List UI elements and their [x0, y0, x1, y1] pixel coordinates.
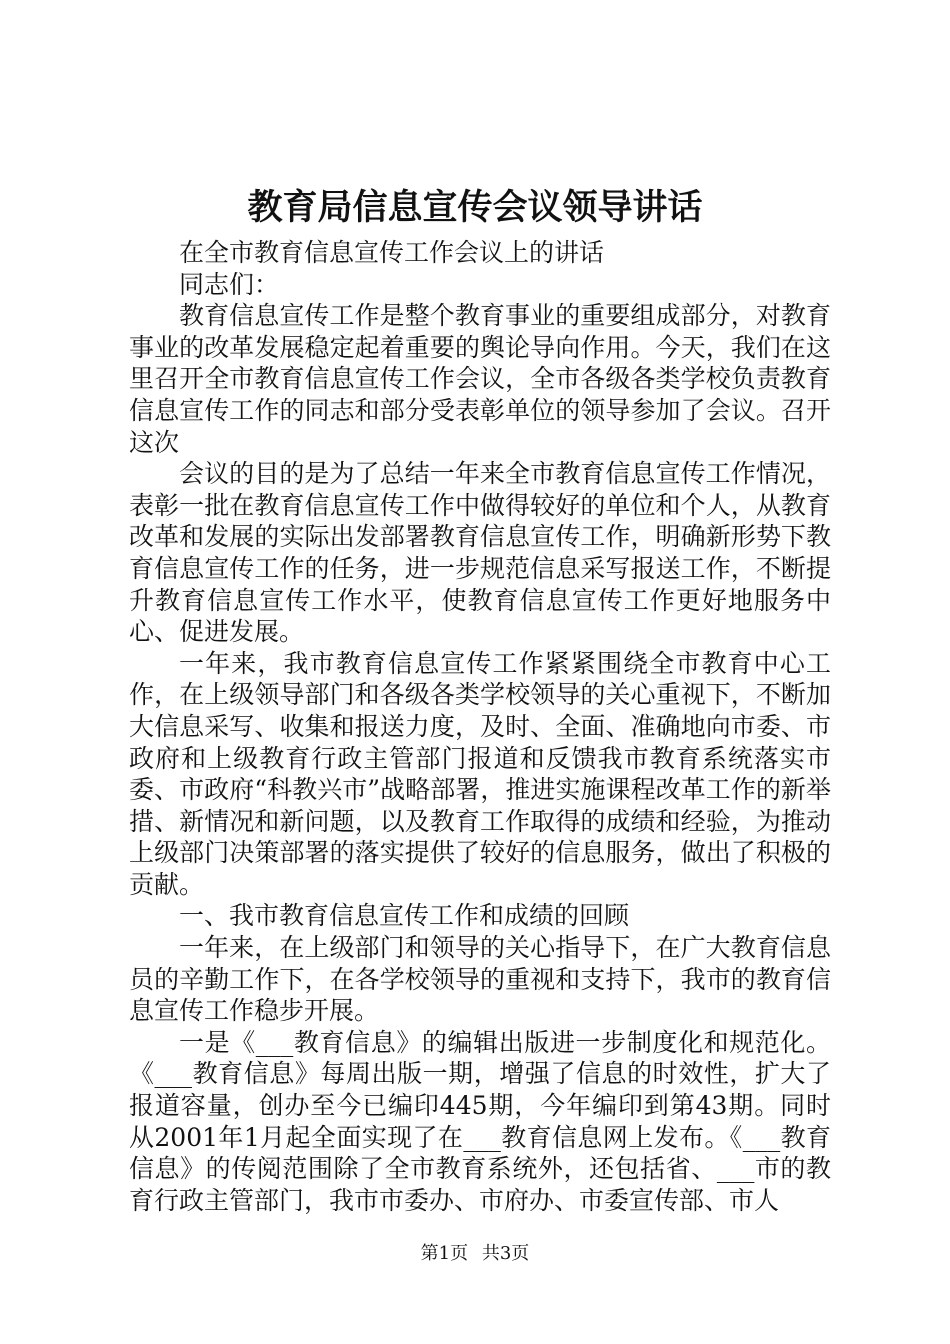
document-body: [129, 237, 831, 1216]
paragraph-purpose: 会议的目的是为了总结一年来全市教育信息宣传工作情况，表彰一批在教育信息宣传工作中做得较好的单位和个人，从教育改革和发展的实际出发部署教育信息宣传工作，明确新形势下教育信息宣传工作的任务，进一步规范信息采写报送工作，不断提升教育信息宣传工作水平，使教育信息宣传工作更好地服务中心、促进发展。: [129, 459, 831, 647]
paragraph-progress: 一年来，在上级部门和领导的关心指导下，在广大教育信息员的辛勤工作下，在各学校领导的重视和支持下，我市的教育信息宣传工作稳步开展。: [129, 933, 831, 1026]
section-heading-1: 一、我市教育信息宣传工作和成绩的回顾: [179, 901, 630, 931]
document-title: 教育局信息宣传会议领导讲话: [247, 188, 703, 228]
paragraph-year-review: 一年来，我市教育信息宣传工作紧紧围绕全市教育中心工作，在上级领导部门和各级各类学校领导的关心重视下，不断加大信息采写、收集和报送力度，及时、全面、准确地向市委、市政府和上级教育行政主管部门报道和反馈我市教育系统落实市委、市政府“科教兴市”战略部署，推进实施课程改革工作的新举措、新情况和新问题，以及教育工作取得的成绩和经验，为推动上级部门决策部署的落实提供了较好的信息服务，做出了积极的贡献。: [129, 648, 831, 899]
paragraph-salutation: 同志们：: [179, 269, 280, 299]
page-total: 共3页: [481, 1243, 530, 1264]
paragraph-point-one: 一是《___教育信息》的编辑出版进一步制度化和规范化。《___教育信息》每周出版一期，增强了信息的时效性，扩大了报道容量，创办至今已编印445期，今年编印到第43期。同时从2001年1月起全面实现了在___教育信息网上发布。《___教育信息》的传阅范围除了全市教育系统外，还包括省、___市的教育行政主管部门，我市市委办、市府办、市委宣传部、市人: [129, 1027, 831, 1215]
page-footer: [0, 1243, 950, 1265]
page-number: 第1页: [420, 1243, 469, 1264]
paragraph-heading-line: 在全市教育信息宣传工作会议上的讲话: [179, 238, 605, 267]
paragraph-intro: 教育信息宣传工作是整个教育事业的重要组成部分，对教育事业的改革发展稳定起着重要的舆论导向作用。今天，我们在这里召开全市教育信息宣传工作会议，全市各级各类学校负责教育信息宣传工作的同志和部分受表彰单位的领导参加了会议。召开这次: [129, 301, 831, 457]
